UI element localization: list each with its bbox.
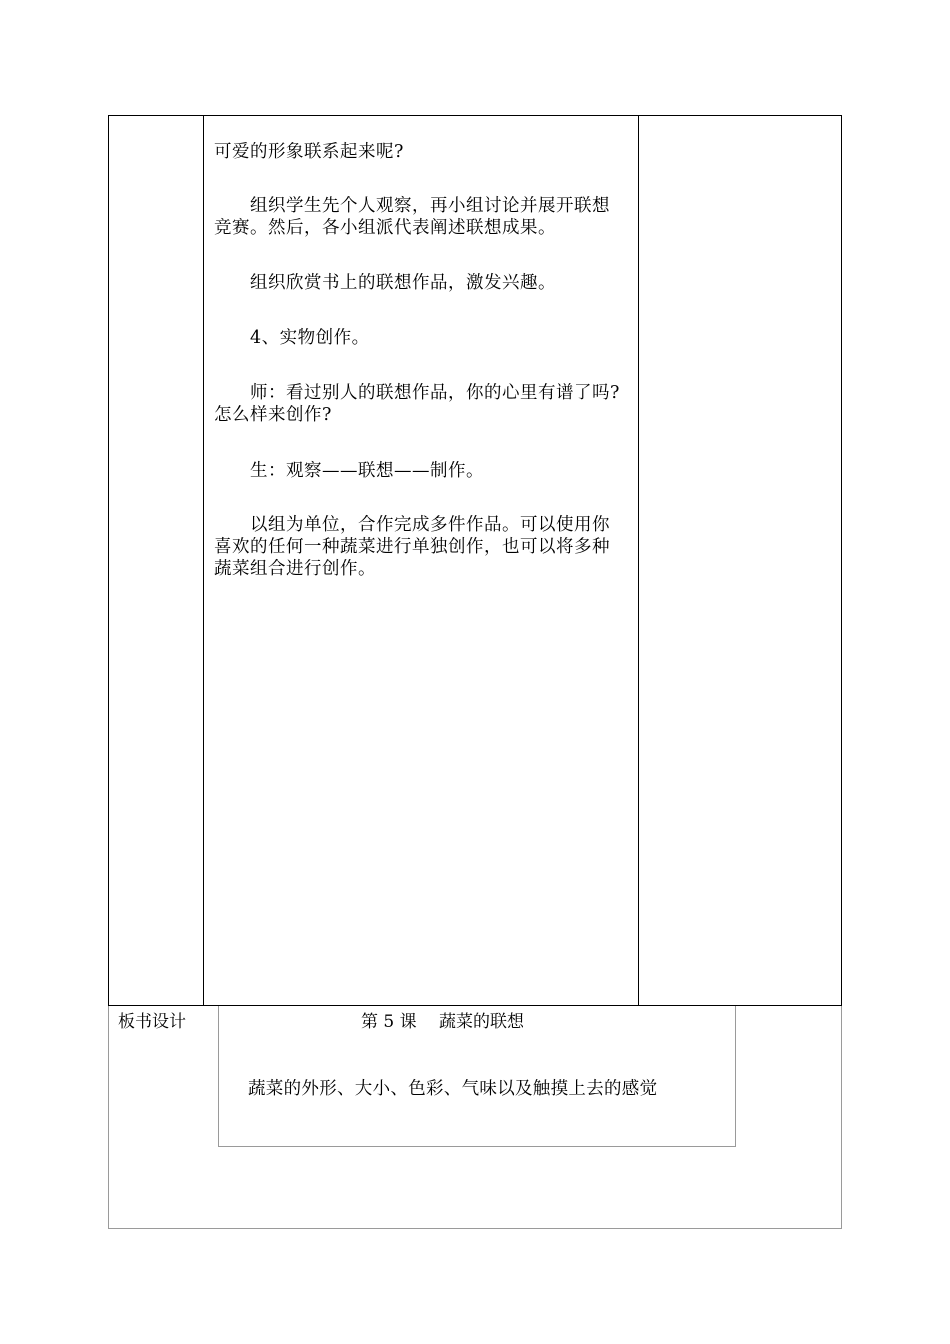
table-border-top (108, 115, 842, 116)
paragraph-7: 以组为单位，合作完成多件作品。可以使用你喜欢的任何一种蔬菜进行单独创作，也可以将多种蔬菜组合进行创作。 (214, 515, 610, 579)
paragraph-5: 师：看过别人的联想作品，你的心里有谱了吗?怎么样来创作? (214, 383, 620, 425)
table-border-right (841, 115, 842, 1006)
column-divider-2 (638, 115, 639, 1006)
board-border-left (108, 1006, 109, 1228)
inner-box-bottom (218, 1146, 736, 1147)
paragraph-4: 4、实物创作。 (214, 328, 370, 348)
column-divider-1 (203, 115, 204, 1006)
board-border-bottom (108, 1228, 842, 1229)
inner-box-right (735, 1006, 736, 1147)
inner-box-left (218, 1006, 219, 1147)
board-design-label: 板书设计 (118, 1012, 186, 1032)
board-design-title: 第 5 课 蔬菜的联想 (361, 1012, 525, 1032)
table-border-left (108, 115, 109, 1006)
board-design-content: 蔬菜的外形、大小、色彩、气味以及触摸上去的感觉 (248, 1079, 658, 1099)
board-border-right (841, 1006, 842, 1228)
paragraph-2: 组织学生先个人观察，再小组讨论并展开联想竞赛。然后，各小组派代表阐述联想成果。 (214, 196, 610, 238)
paragraph-6: 生：观察——联想——制作。 (214, 461, 484, 481)
paragraph-1: 可爱的形象联系起来呢? (214, 142, 404, 162)
paragraph-3: 组织欣赏书上的联想作品，激发兴趣。 (214, 273, 556, 293)
